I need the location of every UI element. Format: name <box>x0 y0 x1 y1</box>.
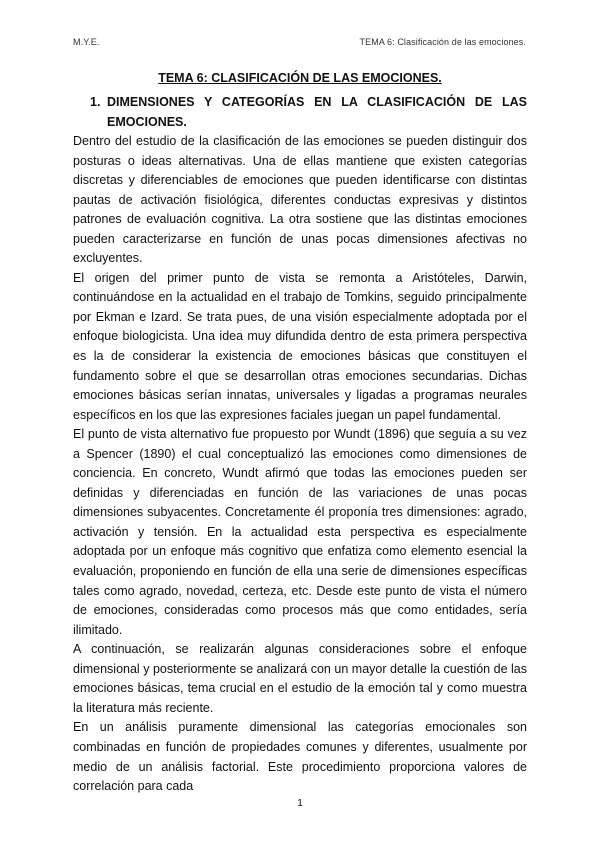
section-number: 1. <box>90 95 101 109</box>
paragraph: Dentro del estudio de la clasificación de las emociones se pueden distinguir dos posturas o ideas alternativas. Una de ellas mantiene que existen categorías discretas y diferenciables de emociones que pueden identificarse con distintas pautas de activación fisiológica, diferentes conductas expresivas y distintos patrones de evaluación cognitiva. La otra sostiene que las distintas emociones pueden caracterizarse en función de unas pocas dimensiones afectivas no excluyentes. <box>73 134 527 266</box>
paragraph: El punto de vista alternativo fue propuesto por Wundt (1896) que seguía a su vez a Spencer (1890) el cual conceptualizó las emociones como dimensiones de conciencia. En concreto, Wundt afirmó que todas las emociones pueden ser definidas y diferenciadas en función de las variaciones de unas pocas dimensiones subyacentes. Concretamente él proponía tres dimensiones: agrado, activación y tensión. En la actualidad esta perspectiva es especialmente adoptada por un enfoque más cognitivo que enfatiza como elemento esencial la evaluación, proponiendo en función de ella una serie de dimensiones específicas tales como agrado, novedad, certeza, etc. Desde este punto de vista el número de emociones, consideradas como procesos más que como entidades, sería ilimitado. <box>73 427 527 637</box>
paragraph: El origen del primer punto de vista se remonta a Aristóteles, Darwin, continuándose en la actualidad en el trabajo de Tomkins, seguido principalmente por Ekman e Izard. Se trata pues, de una visión especialmente adoptada por el enfoque biologicista. Una idea muy difundida dentro de esta primera perspectiva es la de considerar la existencia de emociones básicas que constituyen el fundamento sobre el que se desarrollan otras emociones secundarias. Dichas emociones básicas serían innatas, universales y ligadas a programas neurales específicos en los que las expresiones faciales juegan un papel fundamental. <box>73 270 527 422</box>
body-text <box>73 132 527 797</box>
header-author: M.Y.E. <box>73 37 100 47</box>
section-heading <box>90 92 527 133</box>
section-title: DIMENSIONES Y CATEGORÍAS EN LA CLASIFICACIÓN DE LAS EMOCIONES. <box>107 95 527 130</box>
paragraph: A continuación, se realizarán algunas consideraciones sobre el enfoque dimensional y posteriormente se analizará con un mayor detalle la cuestión de las emociones básicas, tema crucial en el estudio de la emoción tal y como muestra la literatura más reciente. <box>73 642 527 715</box>
paragraph: En un análisis puramente dimensional las categorías emocionales son combinadas en función de propiedades comunes y diferentes, usualmente por medio de un análisis factorial. Este procedimiento proporciona valores de correlación para cada <box>73 720 527 794</box>
document-title: TEMA 6: CLASIFICACIÓN DE LAS EMOCIONES. <box>158 71 442 85</box>
page-number: 1 <box>297 798 303 809</box>
header-chapter-title: TEMA 6: Clasificación de las emociones. <box>359 37 526 47</box>
